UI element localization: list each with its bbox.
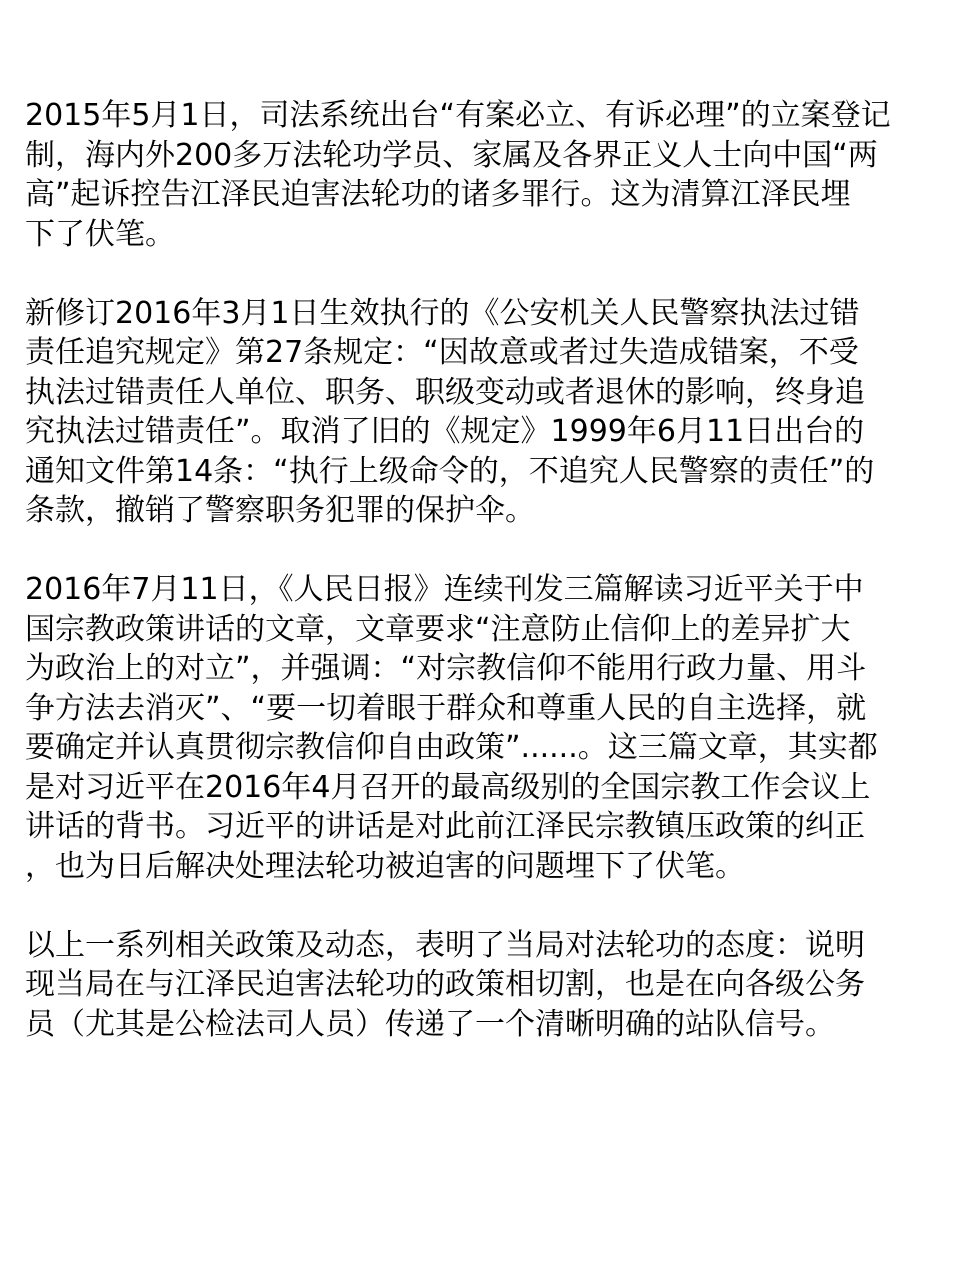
text-line: 高”起诉控告江泽民迫害法轮功的诸多罪行。这为清算江泽民埋	[25, 177, 851, 212]
text-line: 条款，撤销了警察职务犯罪的保护伞。	[25, 493, 535, 528]
text-line: 现当局在与江泽民迫害法轮功的政策相切割，也是在向各级公务	[25, 967, 865, 1002]
text-line: 制，海内外200多万法轮功学员、家属及各界正义人士向中国“两	[25, 137, 878, 173]
text-line: 为政治上的对立”，并强调：“对宗教信仰不能用行政力量、用斗	[25, 651, 867, 686]
text-line: 执法过错责任人单位、职务、职级变动或者退休的影响，终身追	[25, 374, 865, 410]
text-line: 究执法过错责任”。取消了旧的《规定》1999年6月11日出台的	[25, 414, 865, 449]
text-line: 责任追究规定》第27条规定：“因故意或者过失造成错案，不受	[25, 335, 859, 370]
text-line: 2016年7月11日，《人民日报》连续刊发三篇解读习近平关于中	[25, 572, 864, 607]
paragraph-2	[25, 294, 953, 531]
text-line: 2015年5月1日，司法系统出台“有案必立、有诉必理”的立案登记	[25, 98, 891, 133]
paragraph-4	[25, 926, 953, 1045]
text-line: 下了伏笔。	[25, 216, 175, 252]
text-line: 通知文件第14条：“执行上级命令的，不追究人民警察的责任”的	[25, 453, 875, 489]
text-line: 要确定并认真贯彻宗教信仰自由政策”......。这三篇文章，其实都	[25, 730, 878, 765]
text-line: 以上一系列相关政策及动态，表明了当局对法轮功的态度：说明	[25, 927, 865, 963]
text-line: 国宗教政策讲话的文章，文章要求“注意防止信仰上的差异扩大	[25, 611, 851, 647]
text-line: 讲话的背书。习近平的讲话是对此前江泽民宗教镇压政策的纠正	[25, 809, 865, 844]
text-line: 新修订2016年3月1日生效执行的《公安机关人民警察执法过错	[25, 295, 860, 331]
text-line: 争方法去消灭”、“要一切着眼于群众和尊重人民的自主选择，就	[25, 690, 867, 726]
text-line: 是对习近平在2016年4月召开的最高级别的全国宗教工作会议上	[25, 769, 871, 805]
paragraph-1	[25, 96, 953, 254]
paragraph-3	[25, 570, 953, 886]
text-line: ，也为日后解决处理法轮功被迫害的问题埋下了伏笔。	[25, 848, 745, 884]
text-line: 员（尤其是公检法司人员）传递了一个清晰明确的站队信号。	[25, 1006, 835, 1042]
article-body	[25, 96, 953, 1084]
